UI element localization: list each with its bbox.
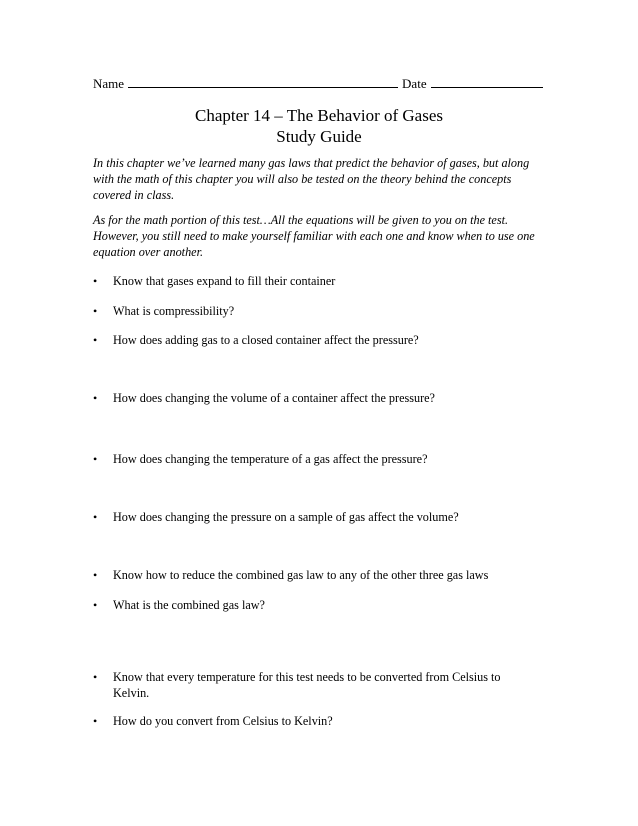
- date-label: Date: [402, 76, 427, 91]
- bullet-icon: •: [93, 568, 98, 582]
- name-blank: [128, 75, 398, 88]
- bullet-icon: •: [93, 304, 98, 318]
- list-item-text: Know that gases expand to fill their container: [113, 274, 336, 288]
- bullet-icon: •: [93, 274, 98, 288]
- bullet-icon: •: [93, 333, 98, 347]
- intro-paragraph-1: In this chapter we’ve learned many gas laws that predict the behavior of gases, but along with the math of this chapter you will also be tested on the theory behind the concepts covered in class.: [93, 156, 530, 202]
- page-title: Chapter 14 – The Behavior of Gases: [194, 106, 443, 125]
- list-item-text: Know that every temperature for this test needs to be converted from Celsius to Kelvin.: [113, 670, 501, 700]
- list-item-text: How do you convert from Celsius to Kelvin?: [113, 714, 333, 728]
- bullet-icon: •: [93, 598, 98, 612]
- list-item-text: How does changing the volume of a container affect the pressure?: [113, 391, 435, 405]
- bullet-icon: •: [93, 670, 98, 684]
- list-item-text: How does adding gas to a closed container affect the pressure?: [113, 333, 419, 347]
- bullet-icon: •: [93, 391, 98, 405]
- list-item-text: What is compressibility?: [113, 304, 235, 318]
- list-item-text: How does changing the pressure on a sample of gas affect the volume?: [113, 510, 459, 524]
- intro-paragraph-2: As for the math portion of this test…All the equations will be given to you on the test. However, you still need to make yourself familiar with each one and know when to use one equation over another.: [93, 213, 535, 259]
- page-subtitle: Study Guide: [276, 127, 362, 146]
- bullet-icon: •: [93, 714, 98, 728]
- list-item-text: What is the combined gas law?: [113, 598, 265, 612]
- list-item-text: Know how to reduce the combined gas law to any of the other three gas laws: [113, 568, 489, 582]
- name-date-line: [93, 75, 543, 92]
- bullet-icon: •: [93, 452, 98, 466]
- date-blank: [431, 75, 543, 88]
- name-label: Name: [93, 76, 125, 91]
- list-item-text: How does changing the temperature of a gas affect the pressure?: [113, 452, 428, 466]
- bullet-icon: •: [93, 510, 98, 524]
